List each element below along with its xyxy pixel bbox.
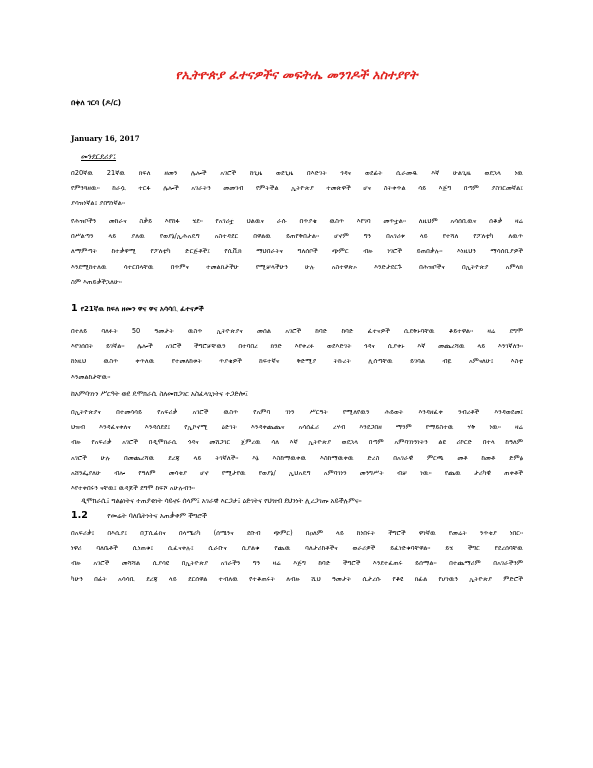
author-byline: በቀለ ገርባ (ዶ/ር)	[71, 98, 122, 107]
paragraph-6	[71, 526, 523, 587]
intro-paragraph	[71, 166, 523, 212]
text-line: በተለይ ባለፉት 50 ዓመታት ዉስጥ ኢትዮጵያና መሰል አገሮች ከባድ ከባድ ፈተናዎች ሲደቅኑባቸዉ ቆይተዋል፡፡ ዛሬ ደግሞ	[71, 327, 523, 335]
text-line: እየተቀበሩን ናቸዉ፤ ዉዳጆች ደግሞ ከፍሾ አሁሉብን፡፡	[71, 483, 195, 492]
text-line: ብዙ አገሮች መሻሻል ሲያሳዩ በኢትዮጵያ አገራችን ግን ዛሬ እጅግ ከባድ ችግሮች እንደተፈጠሩ ይሰማል፡፡ በተጨማሪም በአገራችንም	[71, 559, 523, 568]
text-line: የሕዝቦችን መከራና ስቃይ እየከፋ ሄደ፡፡ የአገሪቷ ህልዉና ራሱ በጥያቄ ዉስጥ እየገባ መጥቷል፡፡ ለዚህም አሳሰቢዉና ሰቆቃ ዛሬ	[71, 217, 523, 225]
text-line: ከነዚህ ዉስጥ ቀጥለዉ የተመለከቱት ጥያቄዎች ከፍተኛና ቅድሚያ ትኩረት ሊሰጣቸዉ ይገባል ብዬ አምናለሁ፤ እስቲ	[71, 357, 523, 366]
section-1-heading	[71, 303, 204, 314]
section-number: 1.2	[71, 510, 88, 521]
text-line: በ20ኛዉ 21ኛዉ ክፍለ ዘመን ሌሎች አገሮች ከጊዜ ወደጊዜ በእድገት ጎዳና ወደፊት ሲራመዱ እኛ ሁልጊዜ ወደኋላ ነዉ	[71, 169, 523, 177]
democracy-statement: ዲሞክራሲ፤ ግልፅነትና ተጠያቂነት ሳይኖሩ ሰላም፤ አገራዊ እርጋታ፤ ዕድገትና የህዝብ ደህንነት ሊረጋገጡ አይችሉምና፡፡	[81, 497, 362, 505]
section-number: 1	[71, 303, 78, 314]
text-line: ህዝብ እንዳፈናቀለና እንዳሰደደ፤ የኢኮኖሚ ዕድገት እንዳቀጨጨና አሳሰፈሪ ረሃብ እንደጋበዘ ማንም የማይስተዉ ሃቅ ነዉ፡፡ ዛሬ	[71, 423, 523, 432]
paragraph-3	[71, 324, 523, 385]
text-line: ነዋሪ ባለቤቶች ሲነጠቁ፤ ሲፈናቀሉ፤ ሲራቡና ሲያልቁ የጨዉ ባለታሪከቶችና ወራሪዎች ይፈነድቁባቸዋል፡፡ ይሄ ችግር የደረሰባቸዉ	[71, 544, 523, 553]
text-line: አገሮች ሁሉ በመጨረሻዉ ደረጃ ላይ ትገኛለች፡፡ እኔ እስከማዉቀዉ እስከማዉቀዉ ድረስ በአገራዊ ምርጫ መቶ ከመቶ ድምፅ	[71, 453, 523, 462]
text-line: ብዙ የአፍሪቃ አገሮች በዲሞክራሲ ጎዳና መሸጋገር ጀምረዉ ሳለ እኛ ኢትዮጵያ ወደኋላ በጣም አምባገነንነትን ልዩ ሪኮርድ በተላ ከዓለም	[71, 438, 523, 447]
subheading-dictatorship: ከአምባገነን ሥርዓት ወደ ዴሞክራሲ ስለመሸጋገር አስፈላጊነትና ተጋድሎ፤	[71, 390, 248, 398]
text-line: ስም እጠይቃችኋለሁ፡፡	[71, 277, 122, 286]
section-title: የ21ኛዉ ክፍለ ዘመን ዋና ዋና አሳሳቢ ፈተናዎች	[80, 305, 204, 313]
text-line: በሥልጣን ላይ ያለዉ የወያኔ/ኢሕአዴግ አስተዳደር በዋልዉ ይጠየቅበታል፡፡ ሆኖም ግን በአገሪቱ ላይ የተሻለ የፖለቲካ ለዉጥ	[71, 232, 523, 241]
text-line: በኢትዮጵያና በተመሳሳይ የአፍሪቃ አገሮች ዉስጥ የአምባ ገነን ሥርዓት የሚለየዉን ሕይወት እንዳዘፈቀ ንብረቶች እንዳወደመ፤	[71, 408, 523, 416]
text-line: ለማምጣት ከተቃዋሚ የፖለቲካ ድርጅቶች፤ የሲቪክ ማህበራትና ግለሰቦች ጭምር ብዙ ነገሮች ይጠበቃሉ፡፡ እነዚህን ማሳሰቢያዎች	[71, 247, 523, 256]
section-title: የመሬት ባለቤትነትና አጠቃቀም ችግሮች	[107, 512, 207, 520]
document-title: የኢትዮጵያ ፈተናዎችና መፍትሔ መንገዶች አስተያየት	[175, 67, 418, 82]
paragraph-4	[71, 405, 523, 496]
section-1-2-heading	[71, 510, 207, 521]
text-line: ካሁን በፊት አሳሳቢ ደረጃ ላይ ደርሰዋል ተብለዉ የተቆጠሩት ለብዙ ሺህ ዓመታት ሲታረሱ የቆዩ ክፊል የሆነዉን ኢትዮጵያ ምድሮች	[71, 574, 523, 583]
text-line: እንደሚከተለዉ ሳተርበላቸዉ በጥምና ተመልክታችሁ የሚቻላችሁን ሁሉ አስተዋጽኦ እንድታደርጉ በሕዝቦችና በኢትዮጵያ አምላክ	[71, 262, 523, 271]
text-line: ያሳዝነኛል፤ ያበግነኛል፡፡	[71, 199, 126, 208]
publication-date: January 16, 2017	[71, 134, 140, 143]
text-line: አሸንፌያለሁ ብሎ የዓለም መሳቂያ ሆኖ የሚታየዉ የወያኔ/ ኢህአዴግ አምባገነን መንግሥት ብቻ ነዉ፡፡ የጨዉ ታሪካዊ ጠቀቶች	[71, 468, 523, 477]
text-line: የምንጓዘዉ፡፡ ከራሷ ተርፋ ሌሎች አገራትን መመገብ የምትችል ኢትዮጵያ ተመጽዋች ሆና ስትቀጥል ሳይ እጅግ በጣም ያስገርመኛል፤	[71, 184, 523, 193]
text-line: እየገሰበት ይገኛል፡፡ ሌሎች አገሮች ችግሮቻቸዉን በተባበረ ክንድ እየቀረፉ ወደእድገት ጎዳና ሲያቀኑ እኛ መጨረሻዉ ላይ እንገኛለን፡፡	[71, 342, 523, 351]
paragraph-2	[71, 214, 523, 290]
text-line: በአፍሪቃ፤ በእሲያ፤ በፓሲፊክና በላሜሪካ (ሰሜንና ደቡብ ጭምር) በዐለም ላይ ከነበሩት ችግሮች ዋነኛዉ የመሬት ንጥቂያ ነበር፡፡	[71, 529, 523, 537]
text-line: እንመልከታቸዉ፡፡	[71, 372, 111, 381]
intro-heading: መንደርደሪያ፤	[81, 152, 117, 161]
